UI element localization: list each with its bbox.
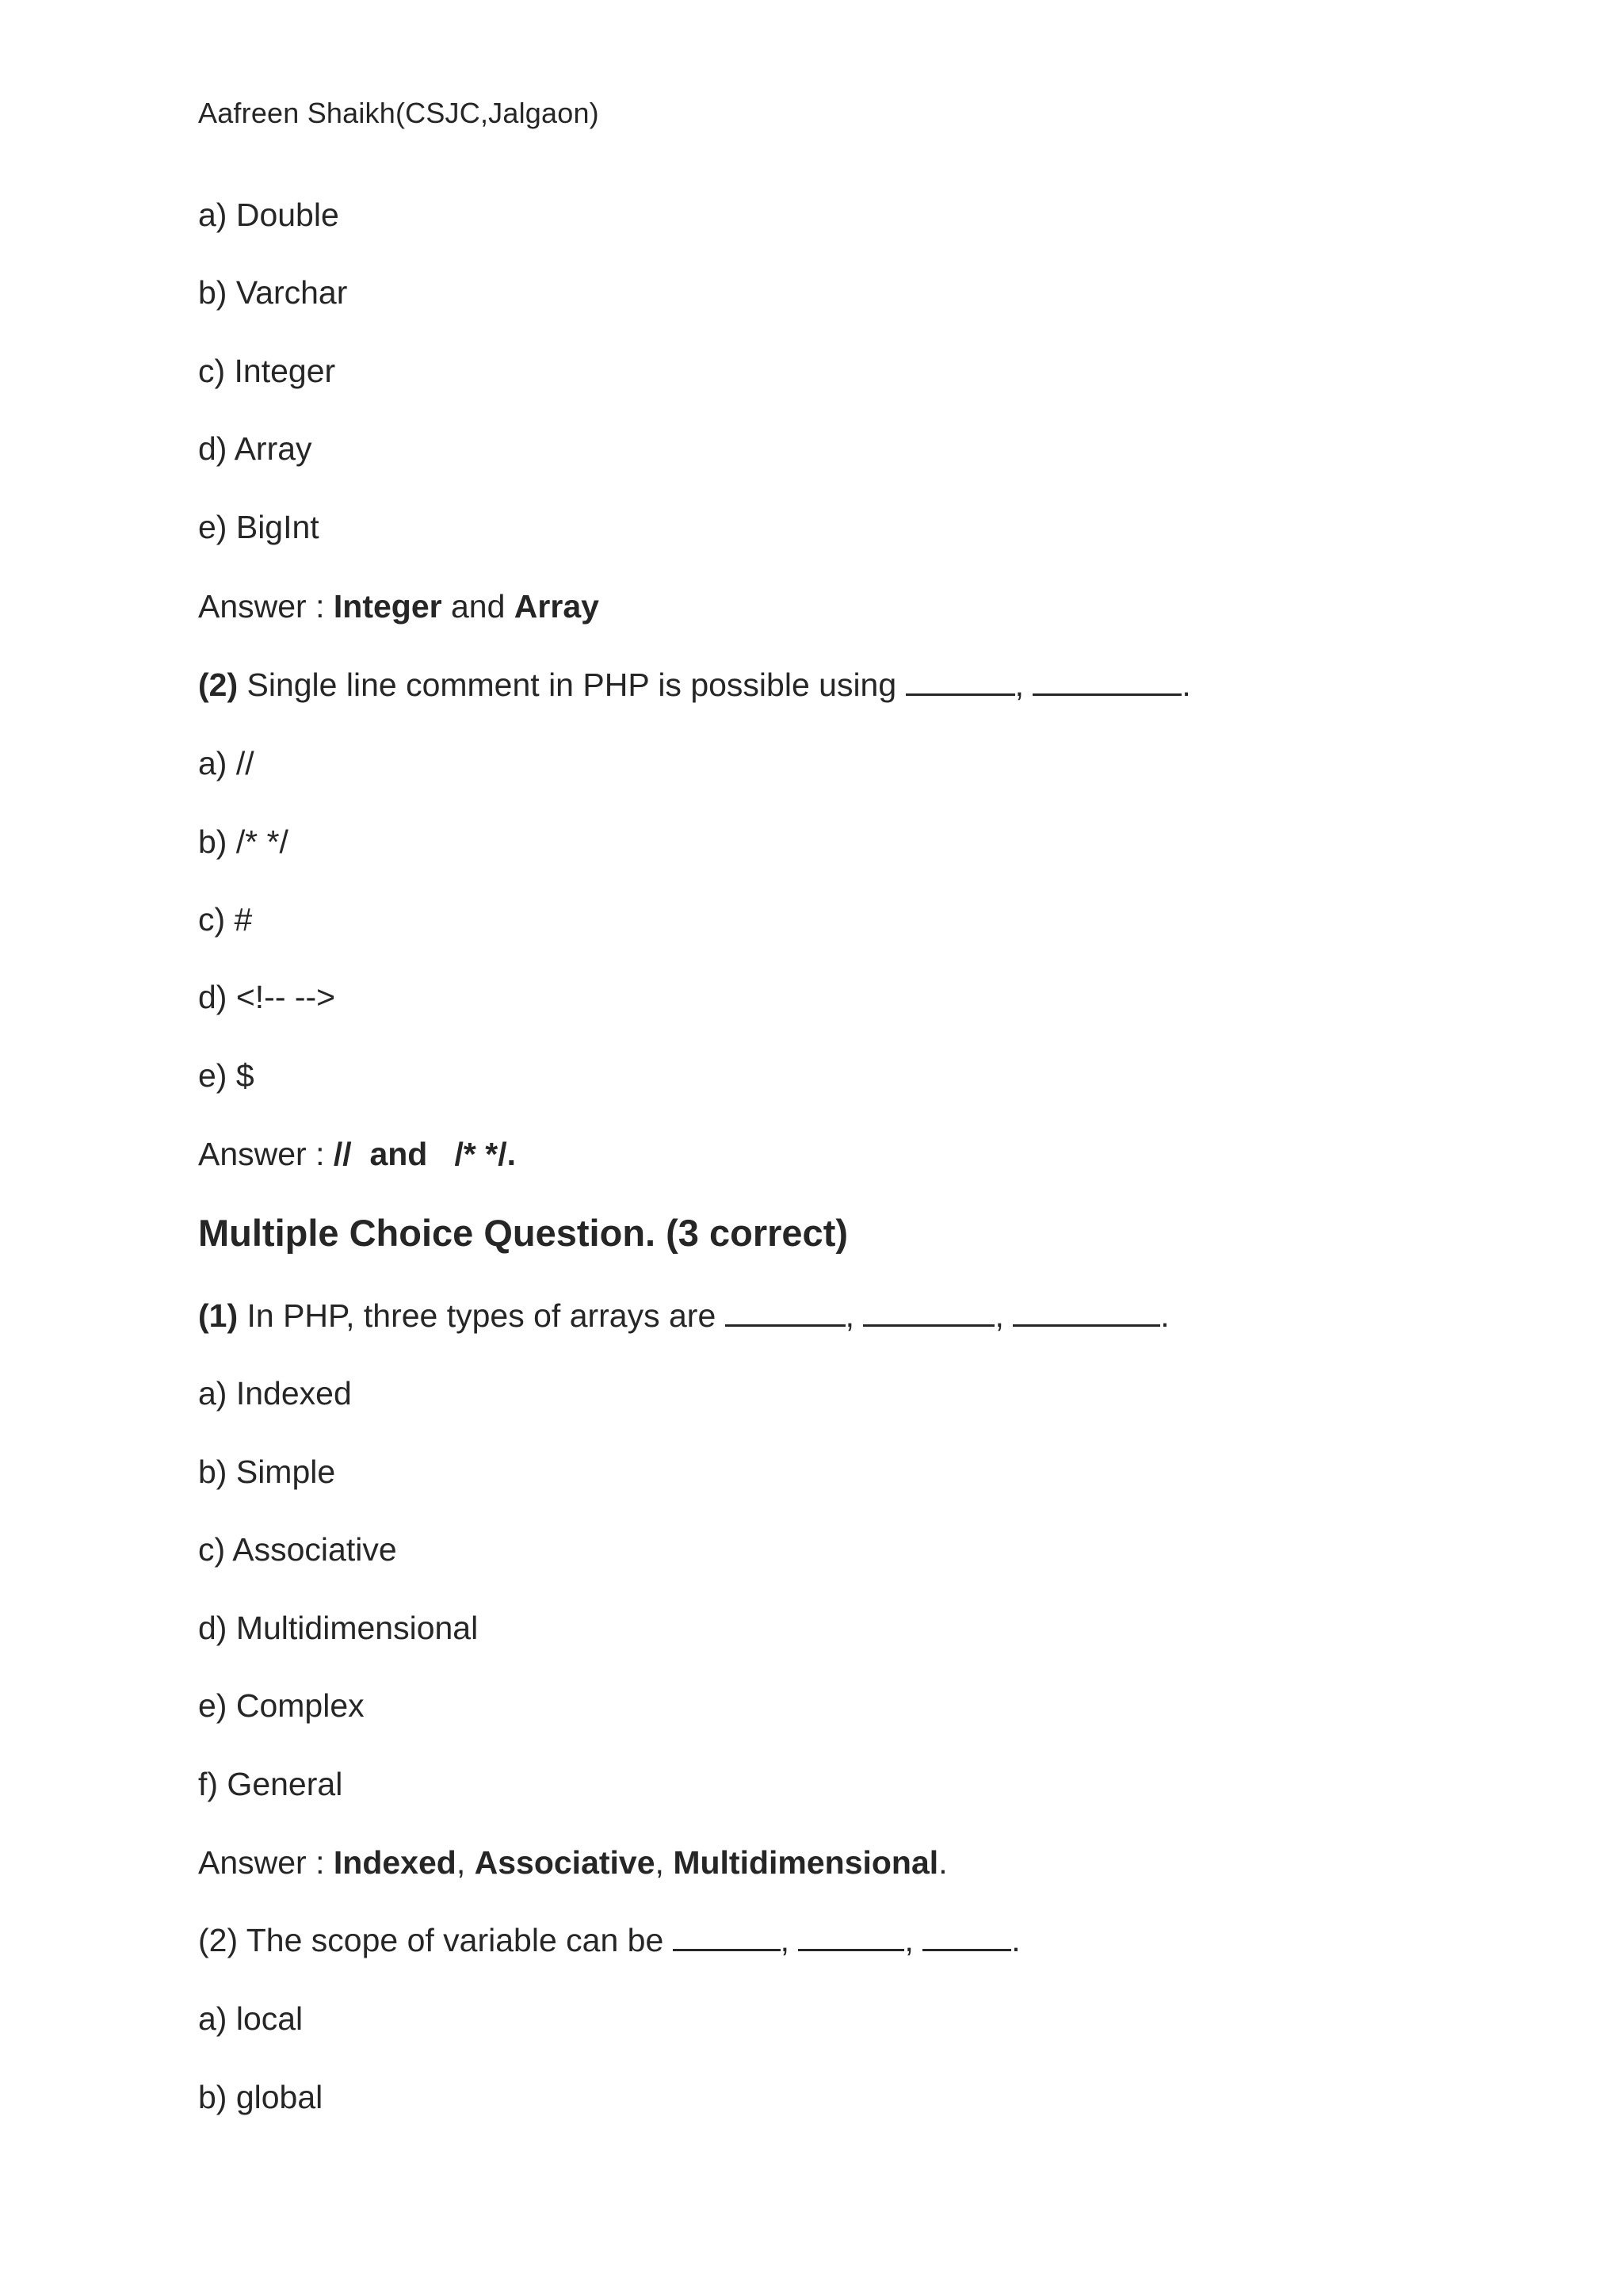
answer-value: Indexed	[333, 1844, 456, 1881]
answer-mcq-1	[198, 1844, 948, 1881]
answer-label: Answer :	[198, 588, 334, 625]
option-array: d) Array	[198, 430, 312, 467]
answer-prev	[198, 588, 599, 625]
question-end: .	[1011, 1922, 1021, 1958]
answer-value: // and /* */.	[333, 1136, 516, 1172]
option-multidimensional: d) Multidimensional	[198, 1610, 479, 1646]
answer-label: Answer :	[198, 1844, 334, 1881]
blank-separator: ,	[780, 1922, 790, 1958]
option-integer: c) Integer	[198, 353, 336, 389]
answer-blank	[725, 1301, 846, 1327]
option-block-comment: b) /* */	[198, 823, 288, 860]
option-complex: e) Complex	[198, 1687, 365, 1724]
question-end: .	[1160, 1297, 1170, 1334]
answer-blank	[798, 1925, 904, 1951]
option-varchar: b) Varchar	[198, 274, 348, 311]
question-text: In PHP, three types of arrays are	[238, 1297, 725, 1334]
question-text: (2) The scope of variable can be	[198, 1922, 673, 1958]
blank-separator: ,	[845, 1297, 855, 1334]
answer-blank	[1013, 1301, 1160, 1327]
option-global: b) global	[198, 2079, 323, 2115]
option-dollar: e) $	[198, 1057, 254, 1094]
option-general: f) General	[198, 1766, 343, 1802]
question-number: (2)	[198, 667, 239, 703]
question-number: (1)	[198, 1297, 239, 1334]
option-indexed: a) Indexed	[198, 1375, 352, 1412]
question-text: Single line comment in PHP is possible using	[238, 667, 906, 703]
answer-q2	[198, 1136, 516, 1173]
answer-blank	[863, 1301, 995, 1327]
question-mcq-2	[198, 1922, 1021, 1959]
blank-separator: ,	[995, 1297, 1004, 1334]
answer-value: Integer	[333, 588, 442, 625]
blank-separator: ,	[1014, 667, 1024, 703]
answer-blank	[906, 670, 1015, 696]
option-associative: c) Associative	[198, 1531, 397, 1568]
option-double-slash: a) //	[198, 745, 254, 781]
page-header-author: Aafreen Shaikh(CSJC,Jalgaon)	[198, 97, 599, 129]
answer-joiner: and	[441, 588, 514, 625]
answer-label: Answer :	[198, 1136, 334, 1172]
question-end: .	[1182, 667, 1191, 703]
answer-blank	[673, 1925, 781, 1951]
blank-separator: ,	[904, 1922, 914, 1958]
option-bigint: e) BigInt	[198, 509, 319, 545]
answer-blank	[1033, 670, 1182, 696]
answer-separator: ,	[456, 1844, 475, 1881]
answer-blank	[922, 1925, 1011, 1951]
answer-separator: ,	[655, 1844, 674, 1881]
option-html-comment: d) <!-- -->	[198, 979, 336, 1015]
section-heading: Multiple Choice Question. (3 correct)	[198, 1212, 848, 1254]
option-double: a) Double	[198, 197, 339, 233]
option-local: a) local	[198, 2000, 304, 2037]
option-simple: b) Simple	[198, 1454, 336, 1490]
answer-end: .	[938, 1844, 948, 1881]
question-2	[198, 667, 1191, 704]
answer-value: Multidimensional	[673, 1844, 939, 1881]
answer-value: Array	[514, 588, 599, 625]
answer-value: Associative	[474, 1844, 655, 1881]
option-hash: c) #	[198, 901, 253, 938]
question-mcq-1	[198, 1297, 1170, 1335]
